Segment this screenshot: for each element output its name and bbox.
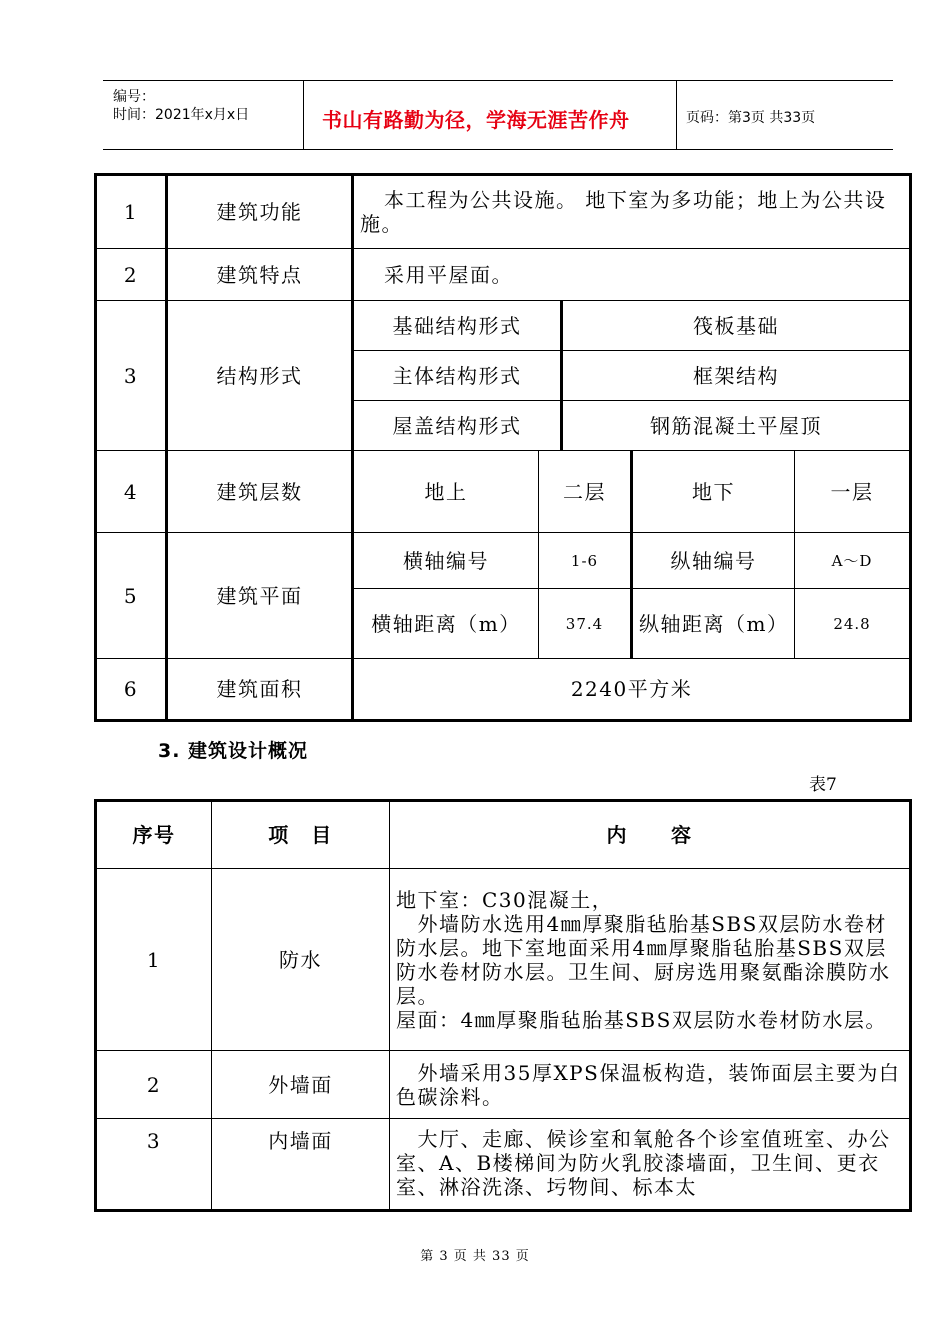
header-content: 内 容: [390, 801, 911, 869]
row-content: 外墙采用35厚XPS保温板构造，装饰面层主要为白色碳涂料。: [390, 1051, 911, 1119]
h-axis-dist-label: 横轴距离（m）: [353, 589, 539, 659]
row-no: 1: [96, 869, 212, 1051]
row-item: 建筑功能: [167, 175, 353, 249]
table-header-row: [96, 801, 911, 869]
header-number: 编号：: [113, 89, 155, 105]
section-title: 3. 建筑设计概况: [158, 740, 309, 762]
floors-above-label: 地上: [353, 451, 539, 533]
h-axis-no: 1-6: [539, 533, 632, 589]
structure-label: 屋盖结构形式: [353, 401, 562, 451]
table-row: [96, 1051, 911, 1119]
row-no: 6: [96, 659, 167, 721]
row-item: 外墙面: [212, 1051, 390, 1119]
row-no: 2: [96, 249, 167, 301]
header-page-info: 页码：第3页 共33页: [686, 110, 816, 126]
floors-below-value: 一层: [795, 451, 911, 533]
row-no: 4: [96, 451, 167, 533]
row-no: 3: [96, 1119, 212, 1211]
v-axis-dist: 24.8: [795, 589, 911, 659]
row-item: 建筑特点: [167, 249, 353, 301]
row-item: 建筑平面: [167, 533, 353, 659]
table-row: [96, 301, 911, 351]
row-item: 内墙面: [212, 1119, 390, 1211]
row-content: 地下室：C30混凝土， 外墙防水选用4㎜厚聚脂毡胎基SBS双层防水卷材防水层。地下室地面采用4㎜厚聚脂毡胎基SBS双层防水卷材防水层。卫生间、厨房选用聚氨酯涂膜防水层。 屋面：4㎜厚聚脂毡胎基SBS双层防水卷材防水层。: [390, 869, 911, 1051]
structure-label: 基础结构形式: [353, 301, 562, 351]
building-overview-table: [94, 173, 912, 722]
table-row: [96, 249, 911, 301]
structure-value: 框架结构: [562, 351, 911, 401]
row-no: 3: [96, 301, 167, 451]
structure-label: 主体结构形式: [353, 351, 562, 401]
header-bottom-rule: [103, 149, 893, 150]
h-axis-no-label: 横轴编号: [353, 533, 539, 589]
v-axis-no-label: 纵轴编号: [632, 533, 795, 589]
header-divider-right: [676, 80, 677, 150]
header-no: 序号: [96, 801, 212, 869]
row-item: 防水: [212, 869, 390, 1051]
row-content: 采用平屋面。: [353, 249, 911, 301]
header-divider-left: [303, 80, 304, 150]
header-motto: 书山有路勤为径，学海无涯苦作舟: [322, 108, 630, 132]
floors-below-label: 地下: [632, 451, 795, 533]
floors-above-value: 二层: [539, 451, 632, 533]
table-row: [96, 869, 911, 1051]
row-item: 结构形式: [167, 301, 353, 451]
v-axis-no: A～D: [795, 533, 911, 589]
header-time: 时间：2021年x月x日: [113, 107, 250, 123]
row-no: 2: [96, 1051, 212, 1119]
header-item: 项 目: [212, 801, 390, 869]
table-row: [96, 451, 911, 533]
page-footer: 第 3 页 共 33 页: [420, 1249, 530, 1264]
header-top-rule: [103, 80, 893, 81]
row-content: 2240平方米: [353, 659, 911, 721]
structure-value: 钢筋混凝土平屋顶: [562, 401, 911, 451]
v-axis-dist-label: 纵轴距离（m）: [632, 589, 795, 659]
row-content: 大厅、走廊、候诊室和氧舱各个诊室值班室、办公室、A、B楼梯间为防火乳胶漆墙面，卫生间、更衣室、淋浴洗涤、圬物间、标本太: [390, 1119, 911, 1211]
row-item: 建筑面积: [167, 659, 353, 721]
table-number: 表7: [809, 775, 837, 795]
h-axis-dist: 37.4: [539, 589, 632, 659]
structure-value: 筏板基础: [562, 301, 911, 351]
row-no: 5: [96, 533, 167, 659]
design-overview-table: [94, 799, 912, 1212]
table-row: [96, 175, 911, 249]
table-row: [96, 1119, 911, 1211]
row-no: 1: [96, 175, 167, 249]
row-item: 建筑层数: [167, 451, 353, 533]
table-row: [96, 659, 911, 721]
table-row: [96, 533, 911, 589]
row-content: 本工程为公共设施。 地下室为多功能；地上为公共设施。: [353, 175, 911, 249]
